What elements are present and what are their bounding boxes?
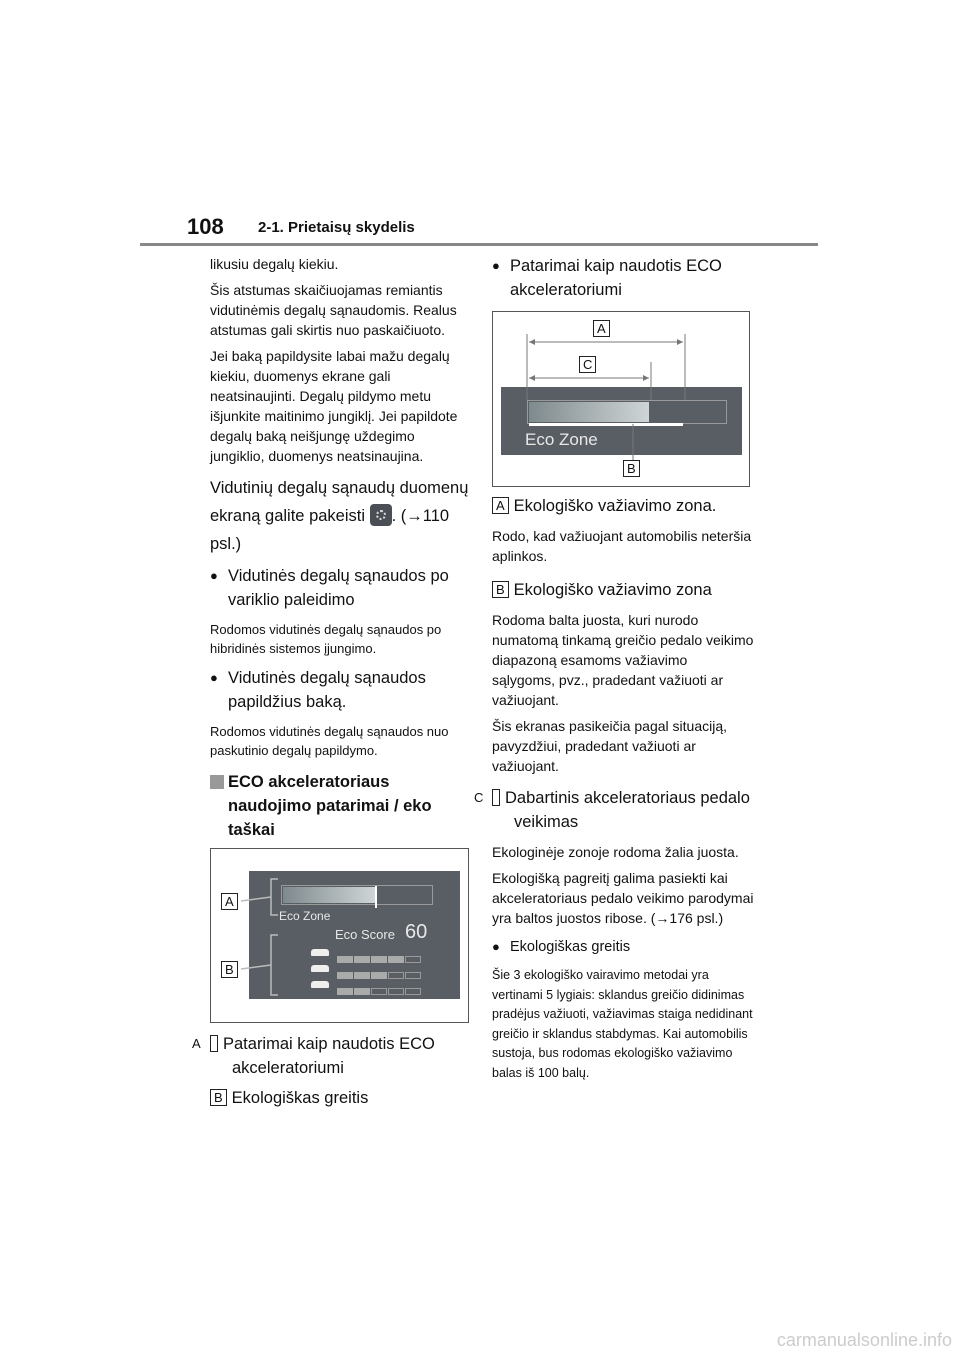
callout-label-a: A xyxy=(221,893,238,910)
header-divider xyxy=(140,243,818,246)
legend-item-a xyxy=(192,1032,472,1080)
subsection-heading-text: ECO akceleratoriaus naudojimo patarimai / eko taškai xyxy=(228,773,432,839)
bullet-description: Rodomos vidutinės degalų sąnaudos nuo paskutinio degalų papildymo. xyxy=(210,724,449,758)
legend-label-a: A xyxy=(492,497,509,514)
legend-text-b: Ekologiškas greitis xyxy=(231,1089,369,1107)
legend-item-a xyxy=(492,494,754,518)
legend-item-b xyxy=(492,578,754,602)
bullet-item: ● Vidutinės degalų sąnaudos papildžius baką. xyxy=(210,666,472,714)
legend-desc-c1: Ekologinėje zonoje rodoma žalia juosta. xyxy=(492,844,739,860)
legend-label-c: C xyxy=(492,789,500,806)
paragraph: Šis atstumas skaičiuojamas remiantis vidutinėmis degalų sąnaudomis. Realus atstumas gali skirtis nuo paskaičiuoto. xyxy=(210,282,457,338)
legend-label-b: B xyxy=(492,581,509,598)
eco-zone-label: Eco Zone xyxy=(525,430,598,449)
paragraph: likusiu degalų kiekiu. xyxy=(210,256,339,272)
legend-desc-b2: Šis ekranas pasikeičia pagal situaciją, pavyzdžiui, pradedant važiuoti ar važiuojant. xyxy=(492,718,728,774)
callout-label-b: B xyxy=(221,961,238,978)
legend-text-a: Patarimai kaip naudotis ECO akceleratoriumi xyxy=(223,1035,435,1077)
legend-title-b: Ekologiško važiavimo zona xyxy=(513,581,712,599)
page-number: 108 xyxy=(187,214,224,239)
left-column xyxy=(210,254,472,842)
eco-score-figure xyxy=(210,848,469,1023)
eco-score-value: 60 xyxy=(405,921,428,943)
legend-title-c: Dabartinis akceleratoriaus pedalo veikimas xyxy=(505,789,750,831)
eco-zone-label: Eco Zone xyxy=(279,909,331,923)
bullet-item: ● Vidutinės degalų sąnaudos po variklio paleidimo xyxy=(210,564,472,612)
legend-item-c xyxy=(474,786,754,834)
eco-score-label: Eco Score xyxy=(335,927,395,942)
callout-label-c: C xyxy=(579,356,596,373)
legend-item-b xyxy=(210,1086,472,1110)
eco-zone-figure xyxy=(492,311,750,487)
watermark: carmanualsonline.info xyxy=(776,1330,952,1350)
gear-icon xyxy=(370,504,392,526)
section-title: 2-1. Prietaisų skydelis xyxy=(258,219,415,236)
legend-desc-c2: Ekologišką pagreitį galima pasiekti kai akceleratoriaus pedalo veikimo parodymai yra baltos juostos ribose. (→176 psl.) xyxy=(492,870,754,926)
right-column-legend xyxy=(474,494,754,1083)
paragraph-text: Vidutinių degalų sąnaudų duomenų ekraną galite pakeisti xyxy=(210,479,469,525)
paragraph-text: . (→110 psl.) xyxy=(210,507,450,553)
callout-label-b: B xyxy=(623,460,640,477)
paragraph: Jei baką papildysite labai mažu degalų kiekiu, duomenys ekrane gali neatsinaujinti. Degalų pildymo metu išjunkite maitinimo jungiklį. Jei papildote degalų baką neišjungę uždegimo jungiklio, duomenys neatsinaujina. xyxy=(210,348,458,464)
bullet-item: ● Ekologiškas greitis xyxy=(492,936,754,958)
paragraph xyxy=(210,474,472,558)
legend-title-a: Ekologiško važiavimo zona. xyxy=(513,497,717,515)
legend-label-b: B xyxy=(210,1089,227,1106)
right-column-top xyxy=(492,254,754,302)
legend-desc-a: Rodo, kad važiuojant automobilis neteršia aplinkos. xyxy=(492,528,752,564)
legend-desc-b1: Rodoma balta juosta, kuri nurodo numatomą tinkamą greičio pedalo veikimo diapazoną esamoms važiavimo sąlygoms, pvz., pradedant važiuoti ar važiuojant. xyxy=(492,612,754,708)
dimension-lines xyxy=(493,312,749,486)
bullet-description: Rodomos vidutinės degalų sąnaudos po hibridinės sistemos įjungimo. xyxy=(210,622,442,656)
subsection-heading xyxy=(210,770,472,842)
bullet-description: Šie 3 ekologiško vairavimo metodai yra vertinami 5 lygiais: sklandus greičio didinimas pradėjus važiuoti, važiavimas staiga nedidinant greičio ir sklandus stabdymas. Kai automobilis sustoja, bus rodomas ekologiško važiavimo balas iš 100 balų. xyxy=(492,968,753,1080)
square-bullet-icon xyxy=(210,775,224,789)
callout-lines xyxy=(211,849,468,1022)
left-figure-legend xyxy=(192,1032,472,1110)
callout-label-a: A xyxy=(593,320,610,337)
legend-label-a: A xyxy=(210,1035,218,1052)
bullet-item: ● Patarimai kaip naudotis ECO akceleratoriumi xyxy=(492,254,754,302)
